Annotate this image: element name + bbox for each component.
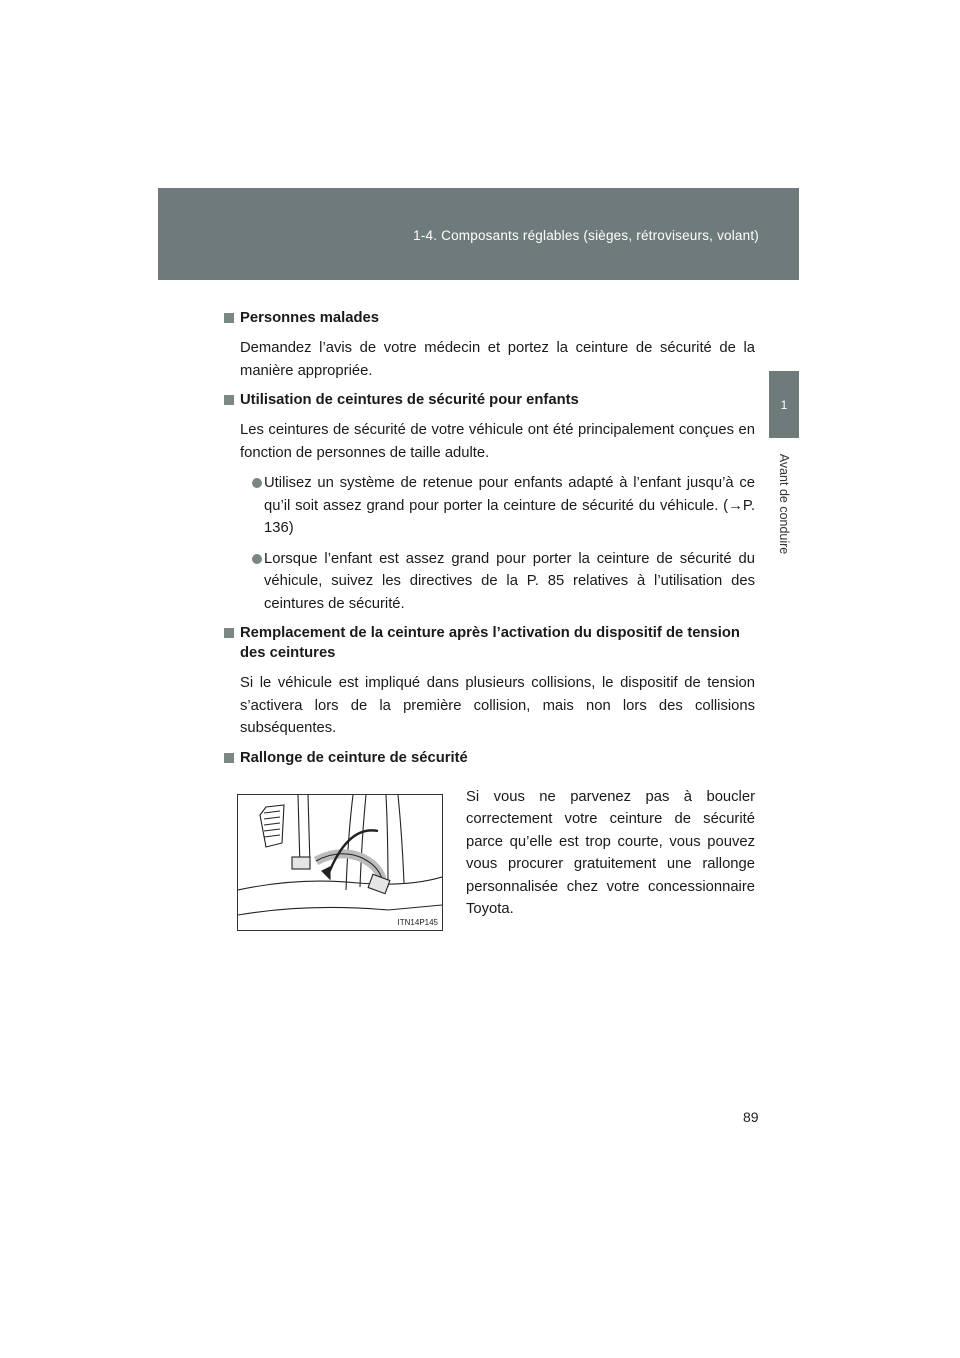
page-number: 89 <box>743 1109 759 1125</box>
section-body-enfants: Les ceintures de sécurité de votre véhicule ont été principalement conçues en fonction de personnes de taille adulte. <box>240 422 755 461</box>
section-header-title: 1-4. Composants réglables (sièges, rétroviseurs, volant) <box>413 228 759 243</box>
bullet-item-directives: Lorsque l’enfant est assez grand pour porter la ceinture de sécurité du véhicule, suivez les directives de la P. 85 relatives à l’utilisation des ceintures de sécurité. <box>252 548 755 616</box>
round-bullet-icon <box>252 478 262 488</box>
section-body-remplacement: Si le véhicule est impliqué dans plusieurs collisions, le dispositif de tension s’activera lors de la première collision, mais non lors des collisions subséquentes. <box>240 675 755 736</box>
square-bullet-icon <box>224 313 234 323</box>
section-title-rallonge: Rallonge de ceinture de sécurité <box>224 748 755 768</box>
section-body-rallonge: Si vous ne parvenez pas à boucler correctement votre ceinture de sécurité parce qu’elle est trop courte, vous pouvez vous procurer gratuitement une rallonge personnalisée chez votre concessionnaire Toyota. <box>466 788 755 917</box>
square-bullet-icon <box>224 628 234 638</box>
round-bullet-icon <box>252 554 262 564</box>
section-body-personnes-malades: Demandez l’avis de votre médecin et portez la ceinture de sécurité de la manière appropriée. <box>240 340 755 379</box>
seatbelt-extender-illustration <box>237 794 443 931</box>
bullet-item-retenue-enfants: Utilisez un système de retenue pour enfants adapté à l’enfant jusqu’à ce qu’il soit assez grand pour porter la ceinture de sécurité du véhicule. (→P. 136) <box>252 472 755 540</box>
header-band <box>158 188 799 280</box>
square-bullet-icon <box>224 753 234 763</box>
chapter-label: Avant de conduire <box>777 453 791 555</box>
square-bullet-icon <box>224 395 234 405</box>
page-content <box>224 308 755 927</box>
figure-code: ITN14P145 <box>397 917 438 927</box>
chapter-tab <box>769 371 799 438</box>
section-title-remplacement: Remplacement de la ceinture après l’activation du dispositif de tension des ceintures <box>224 623 755 663</box>
rallonge-figure-row <box>224 777 755 927</box>
chapter-number: 1 <box>780 397 788 412</box>
seatbelt-extender-drawing-icon <box>238 795 442 930</box>
section-title-personnes-malades: Personnes malades <box>224 308 755 328</box>
section-title-enfants: Utilisation de ceintures de sécurité pour enfants <box>224 390 755 410</box>
